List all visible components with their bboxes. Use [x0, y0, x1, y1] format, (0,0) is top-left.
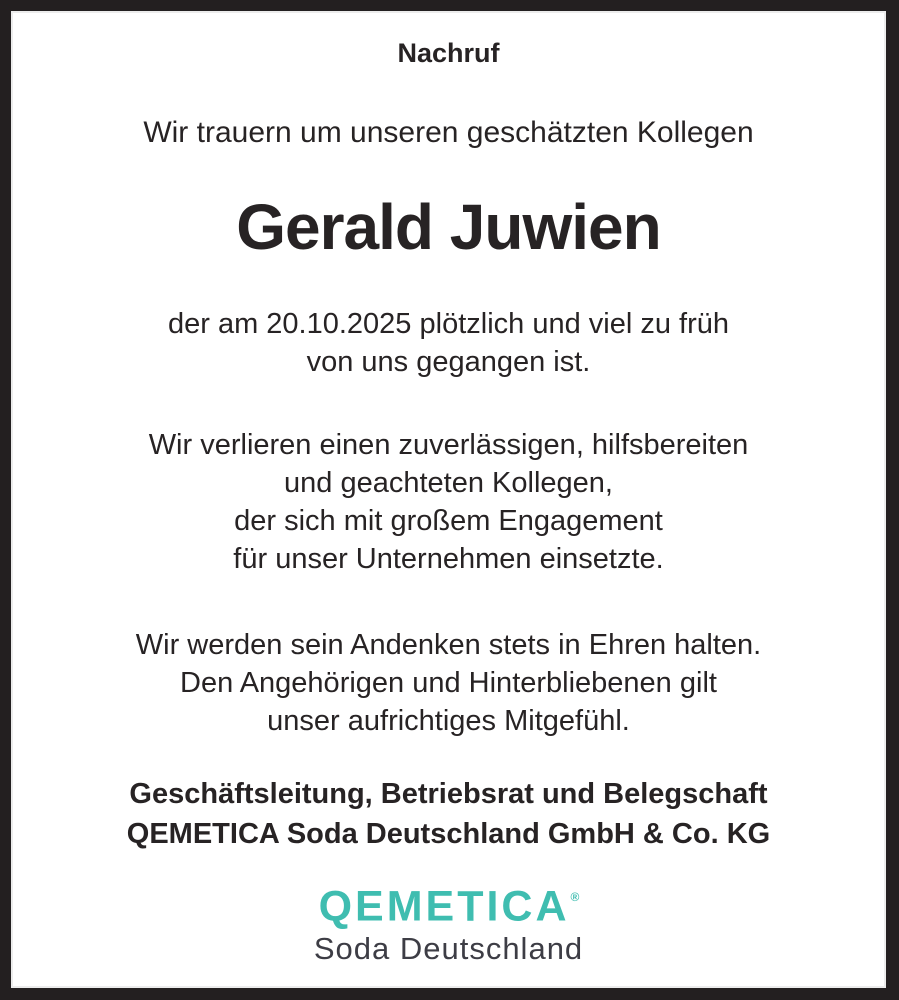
- obituary-content: [11, 11, 886, 988]
- deceased-name: Gerald Juwien: [236, 191, 661, 263]
- signature-line: Geschäftsleitung, Betriebsrat und Belegschaft: [129, 778, 768, 810]
- death-date-paragraph: [168, 305, 729, 381]
- registered-trademark-icon: ®: [570, 890, 580, 904]
- condolence-paragraph: [136, 626, 761, 740]
- text-line: von uns gegangen ist.: [306, 346, 591, 378]
- qemetica-logo-wordmark: [319, 878, 579, 929]
- qemetica-logo-brand-text: QEMETICA: [318, 882, 570, 931]
- text-line: unser aufrichtiges Mitgefühl.: [267, 705, 630, 737]
- intro-line: Wir trauern um unseren geschätzten Kollegen: [143, 116, 754, 149]
- text-line: und geachteten Kollegen,: [284, 467, 613, 499]
- notice-type-heading: Nachruf: [397, 38, 500, 68]
- qemetica-logo-subtitle: Soda Deutschland: [313, 931, 584, 967]
- text-line: Wir werden sein Andenken stets in Ehren halten.: [135, 629, 762, 661]
- tribute-paragraph: [149, 426, 749, 578]
- signature-block: [127, 774, 770, 854]
- text-line: Wir verlieren einen zuverlässigen, hilfsbereiten: [148, 429, 749, 461]
- text-line: der am 20.10.2025 plötzlich und viel zu früh: [167, 308, 729, 340]
- signature-line: QEMETICA Soda Deutschland GmbH & Co. KG: [126, 818, 771, 850]
- qemetica-logo: [314, 878, 583, 967]
- text-line: für unser Unternehmen einsetzte.: [233, 543, 664, 575]
- text-line: Den Angehörigen und Hinterbliebenen gilt: [180, 667, 717, 699]
- text-line: der sich mit großem Engagement: [234, 505, 663, 537]
